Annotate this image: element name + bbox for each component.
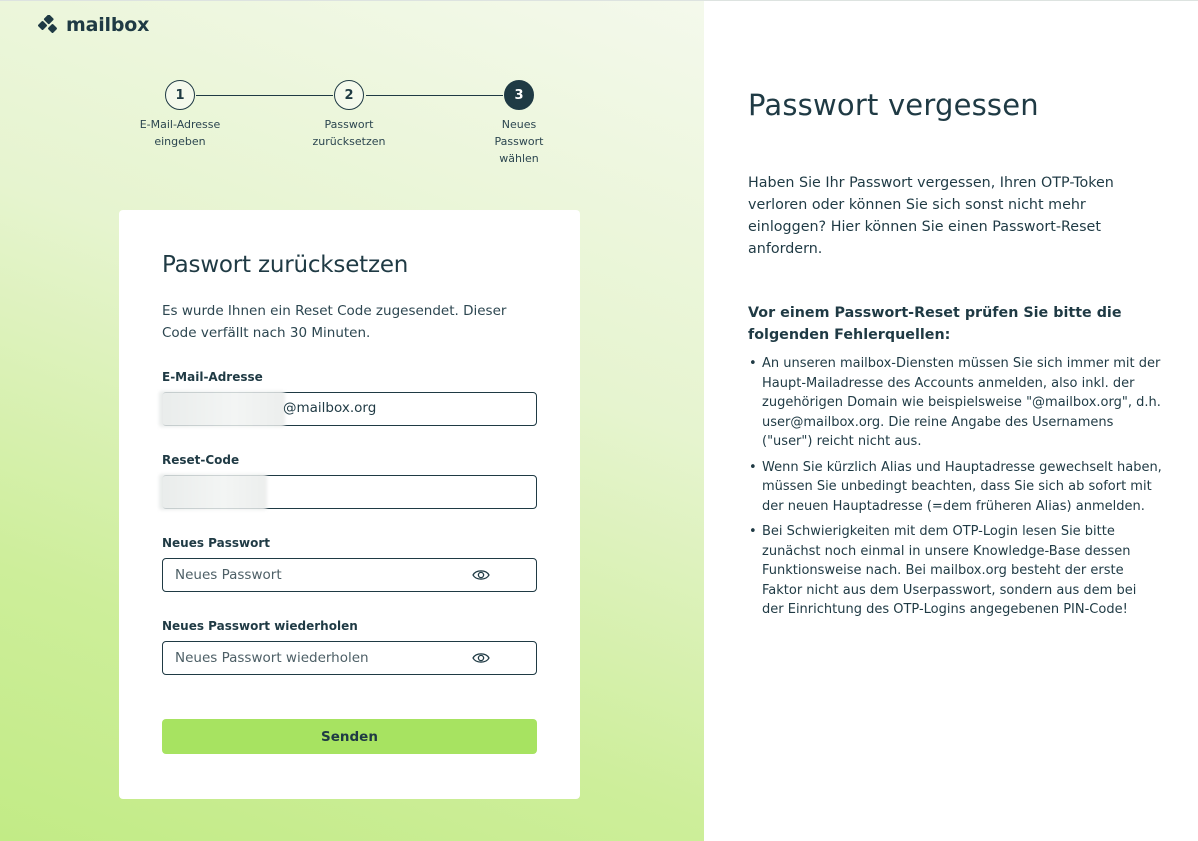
info-title: Passwort vergessen — [748, 88, 1039, 122]
step-label: Passwort zurücksetzen — [312, 118, 386, 148]
step-2 — [289, 80, 409, 150]
reset-code-label: Reset-Code — [162, 453, 240, 467]
send-button[interactable]: Senden — [162, 719, 537, 754]
new-password-group — [162, 536, 537, 592]
step-label: Neues Passwort wählen — [494, 118, 544, 165]
eye-icon[interactable] — [472, 651, 490, 665]
email-field[interactable] — [162, 392, 537, 426]
top-divider — [0, 0, 1198, 1]
new-password-label: Neues Passwort — [162, 536, 271, 550]
eye-icon[interactable] — [472, 568, 490, 582]
checklist-heading: Vor einem Passwort-Reset prüfen Sie bitte die folgenden Fehlerquellen: — [748, 305, 1122, 343]
repeat-password-label: Neues Passwort wiederholen — [162, 619, 358, 633]
step-number-active: 3 — [504, 80, 534, 110]
checklist — [748, 354, 1162, 626]
step-1 — [120, 80, 240, 150]
email-group — [162, 370, 537, 426]
step-label: E-Mail-Adresse eingeben — [139, 118, 221, 148]
progress-stepper — [0, 80, 704, 180]
list-item: • An unseren mailbox-Diensten müssen Sie sich immer mit der Haupt-Mailadresse des Accounts anmelden, also inkl. der zugehörigen Domain wie beispielsweise "@mailbox.org", d.h. user@mailbox.org. Die reine Angabe des Usernamens ("user") reicht nicht aus. — [762, 354, 1162, 452]
reset-form-card — [119, 210, 580, 799]
form-description: Es wurde Ihnen ein Reset Code zugesendet. Dieser Code verfällt nach 30 Minuten. — [162, 303, 507, 341]
mailbox-logo-icon — [38, 15, 60, 35]
list-item: • Bei Schwierigkeiten mit dem OTP-Login lesen Sie bitte zunächst noch einmal in unsere Knowledge-Base dessen Funktionsweise nach. Bei mailbox.org besteht der erste Faktor nicht aus dem Userpasswort, sondern aus dem bei der Einrichtung des OTP-Logins angegebenen PIN-Code! — [762, 522, 1162, 620]
list-item: • Wenn Sie kürzlich Alias und Hauptadresse gewechselt haben, müssen Sie unbedingt beachten, dass Sie sich ab sofort mit der neuen Hauptadresse (=dem früheren Alias) anmelden. — [762, 458, 1162, 517]
brand-logo[interactable] — [38, 14, 149, 36]
email-label: E-Mail-Adresse — [162, 370, 263, 384]
step-number: 1 — [165, 80, 195, 110]
redacted-email-user — [159, 391, 285, 427]
reset-code-group — [162, 453, 537, 509]
step-number: 2 — [334, 80, 364, 110]
form-title: Paswort zurücksetzen — [162, 252, 409, 278]
info-intro: Haben Sie Ihr Passwort vergessen, Ihren OTP-Token verloren oder können Sie sich sonst nicht mehr einloggen? Hier können Sie einen Passwort-Reset anfordern. — [748, 175, 1114, 257]
email-domain-value: @mailbox.org — [283, 400, 377, 416]
reset-code-field[interactable] — [162, 475, 537, 509]
new-password-field[interactable] — [162, 558, 537, 592]
redacted-reset-code — [159, 474, 267, 510]
step-3 — [459, 80, 579, 167]
repeat-password-group — [162, 619, 537, 675]
brand-name: mailbox — [66, 14, 150, 36]
repeat-password-field[interactable] — [162, 641, 537, 675]
